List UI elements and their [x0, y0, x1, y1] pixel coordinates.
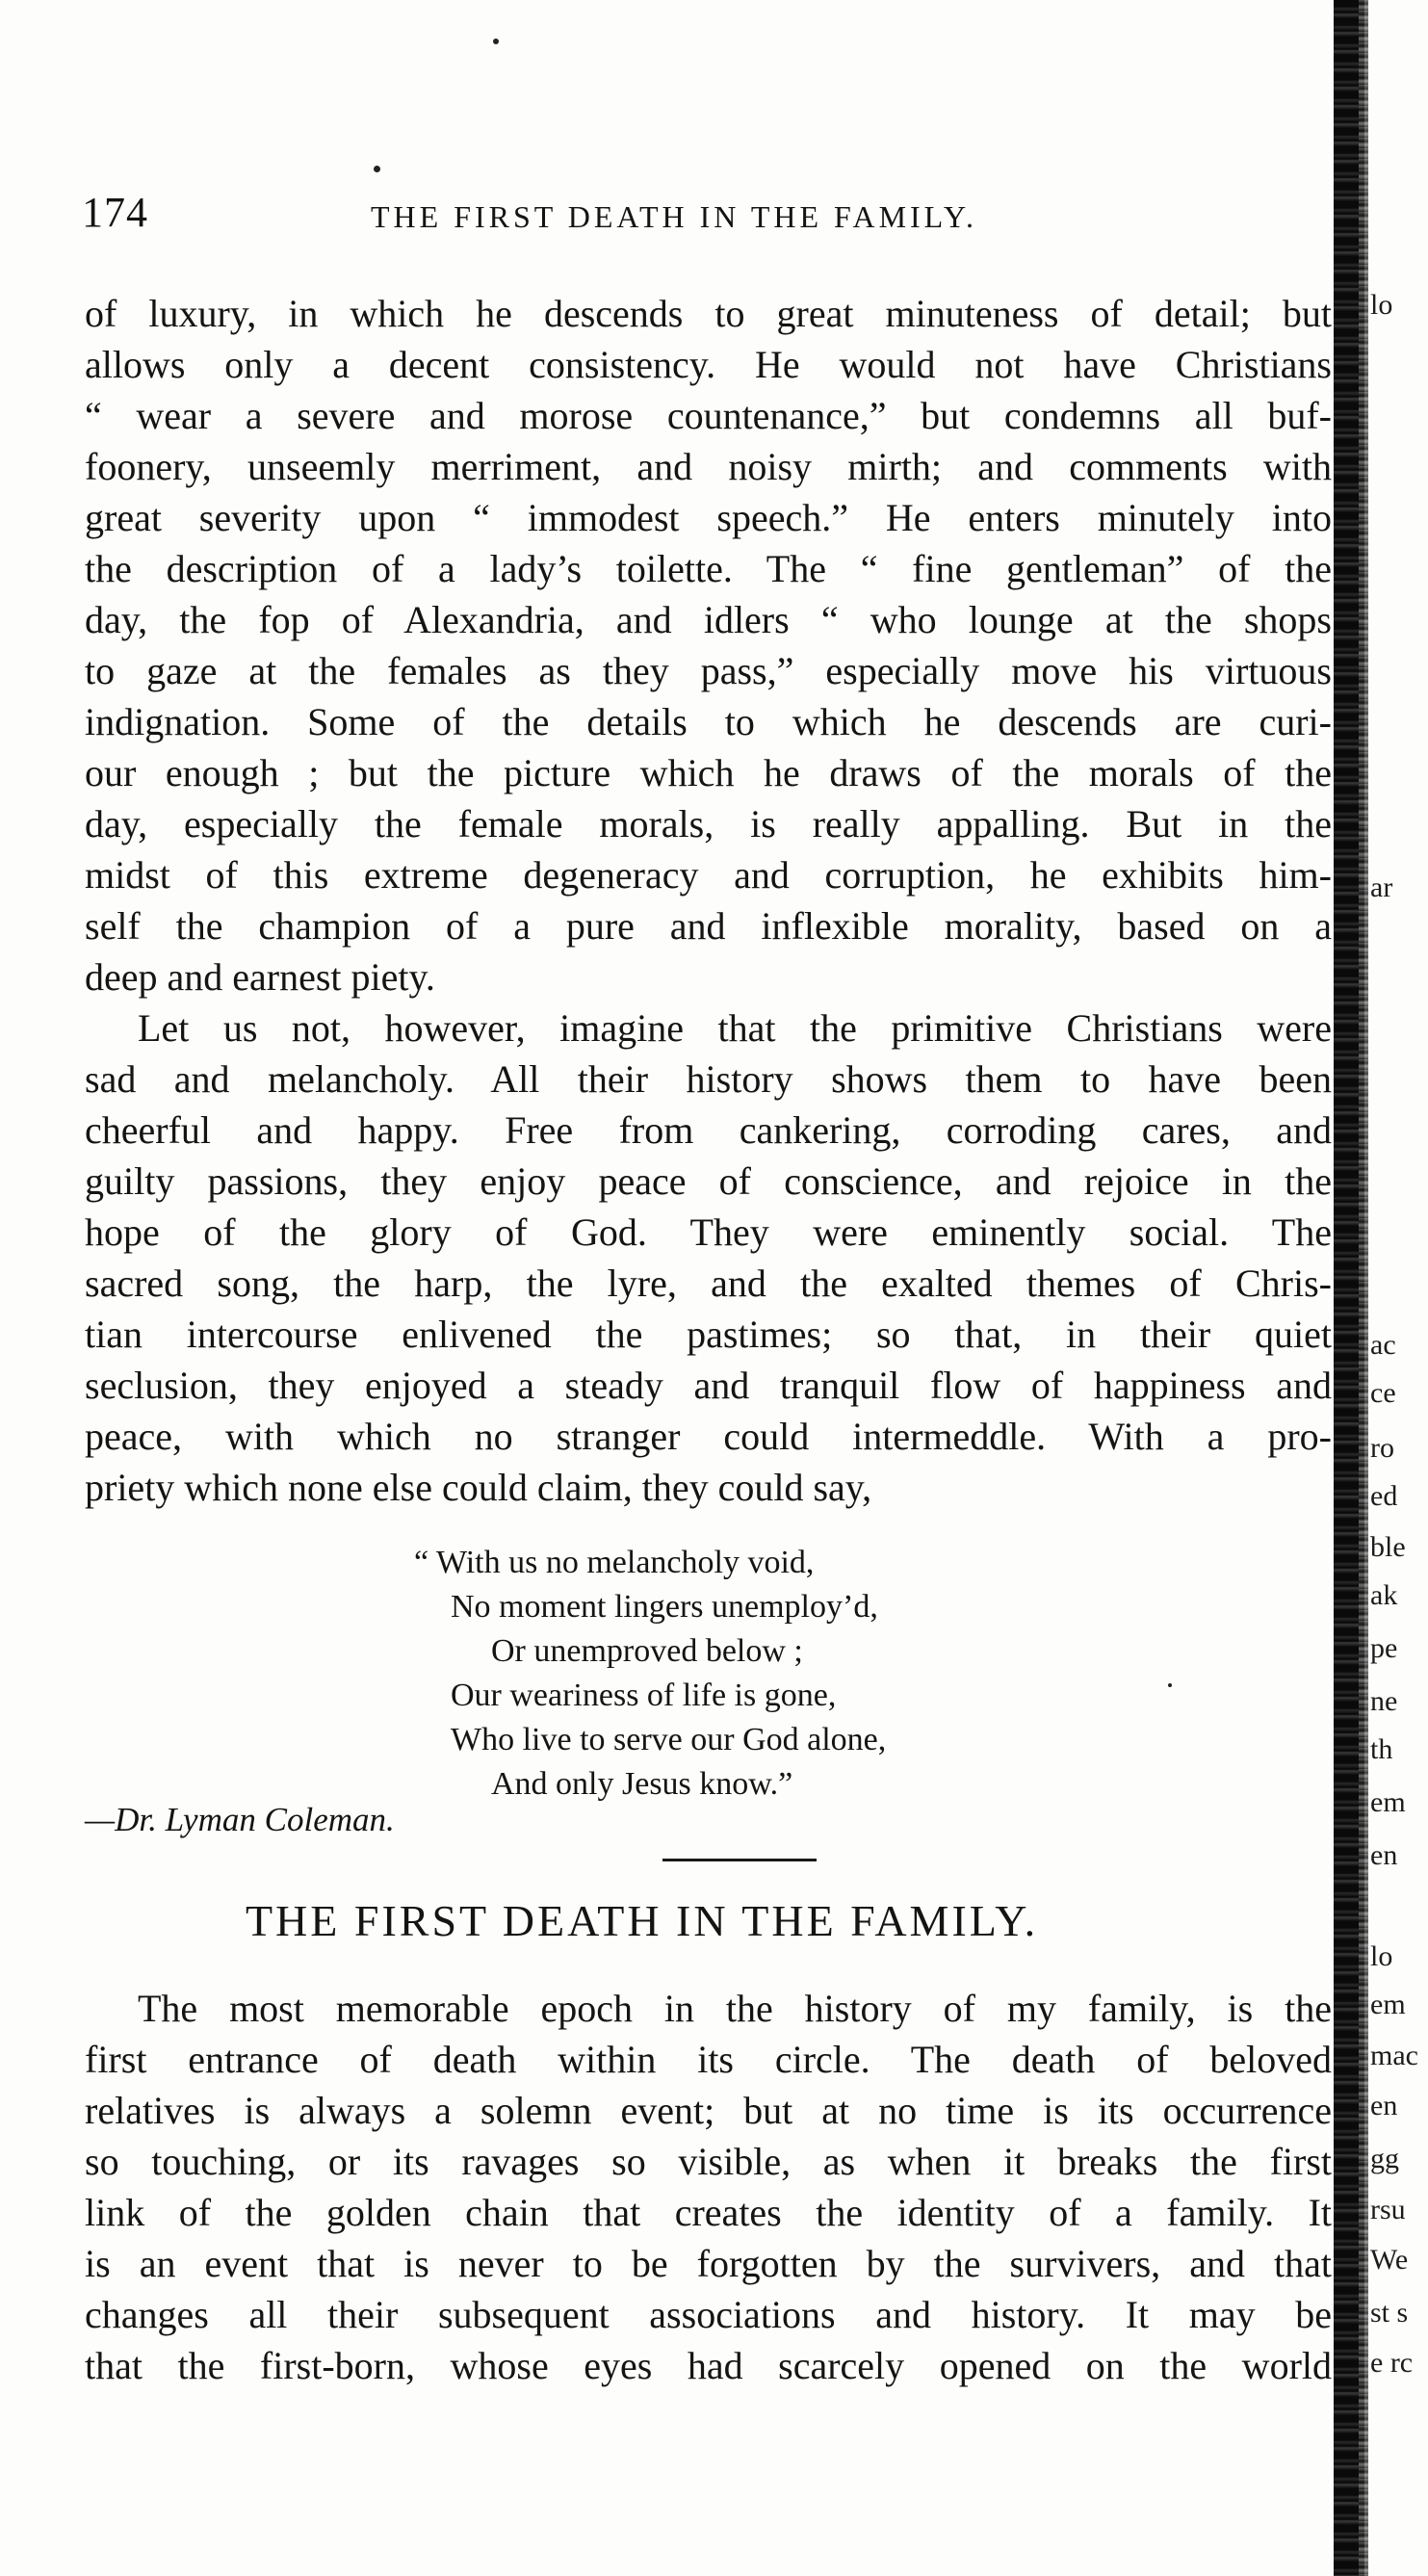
text-line: first entrance of death within its circle. The death of beloved	[85, 2038, 1332, 2081]
bleed-fragment: ak	[1370, 1579, 1398, 1611]
bleed-fragment: ro	[1370, 1432, 1394, 1464]
text-line: midst of this extreme degeneracy and corruption, he exhibits him-	[85, 853, 1332, 897]
bleed-fragment: ar	[1370, 872, 1393, 903]
text-line: so touching, or its ravages so visible, as when it breaks the first	[85, 2140, 1332, 2183]
poem-line: Our weariness of life is gone,	[451, 1678, 837, 1713]
section-body-text	[85, 1984, 1332, 2407]
text-line: the description of a lady’s toilette. The “ fine gentleman” of the	[85, 547, 1332, 590]
text-line: deep and earnest piety.	[85, 955, 435, 999]
poem-line: Who live to serve our God alone,	[451, 1722, 887, 1757]
poem-line: And only Jesus know.”	[491, 1766, 793, 1802]
facing-page-bleed	[1370, 0, 1428, 2576]
text-line: day, the fop of Alexandria, and idlers “ who lounge at the shops	[85, 598, 1332, 641]
text-line: that the first-born, whose eyes had scarcely opened on the world	[85, 2344, 1332, 2387]
poem-line: No moment lingers unemploy’d,	[451, 1589, 878, 1625]
text-line: of luxury, in which he descends to great minuteness of detail; but	[85, 292, 1332, 335]
text-line: tian intercourse enlivened the pastimes; so that, in their quiet	[85, 1313, 1332, 1356]
text-line: hope of the glory of God. They were eminently social. The	[85, 1210, 1332, 1254]
bleed-fragment: ne	[1370, 1685, 1398, 1717]
text-line: “ wear a severe and morose countenance,” but condemns all buf-	[85, 394, 1332, 437]
body-text	[85, 289, 1332, 1531]
bleed-fragment: ble	[1370, 1531, 1406, 1563]
bleed-fragment: en	[1370, 2090, 1398, 2121]
page-header	[82, 188, 1310, 246]
bleed-fragment: ed	[1370, 1480, 1398, 1512]
text-line: is an event that is never to be forgotten by the survivers, and that	[85, 2242, 1332, 2285]
poem-line: “ With us no melancholy void,	[414, 1545, 815, 1580]
text-line: relatives is always a solemn event; but at no time is its occurrence	[85, 2089, 1332, 2132]
bleed-fragment: th	[1370, 1733, 1393, 1765]
text-line: changes all their subsequent associations and history. It may be	[85, 2293, 1332, 2336]
text-line: day, especially the female morals, is really appalling. But in the	[85, 802, 1332, 846]
page-number: 174	[82, 189, 148, 236]
book-binding-edge	[1334, 0, 1428, 2576]
text-line: our enough ; but the picture which he draws of the morals of the	[85, 751, 1332, 794]
bleed-fragment: pe	[1370, 1632, 1398, 1664]
text-line: The most memorable epoch in the history of my family, is the	[138, 1987, 1332, 2030]
bleed-fragment: en	[1370, 1839, 1398, 1871]
bleed-fragment: em	[1370, 1989, 1406, 2020]
text-line: priety which none else could claim, they could say,	[85, 1466, 872, 1509]
text-line: allows only a decent consistency. He would not have Christians	[85, 343, 1332, 386]
text-line: guilty passions, they enjoy peace of conscience, and rejoice in the	[85, 1159, 1332, 1203]
text-line: seclusion, they enjoyed a steady and tranquil flow of happiness and	[85, 1364, 1332, 1407]
bleed-fragment: lo	[1370, 1940, 1393, 1972]
text-line: link of the golden chain that creates the identity of a family. It	[85, 2191, 1332, 2234]
text-line: peace, with which no stranger could intermeddle. With a pro-	[85, 1415, 1332, 1458]
gutter-shadow	[1334, 0, 1364, 2576]
bleed-fragment: em	[1370, 1786, 1406, 1818]
running-head: THE FIRST DEATH IN THE FAMILY.	[371, 199, 977, 234]
section-title: THE FIRST DEATH IN THE FAMILY.	[245, 1896, 1039, 1945]
bleed-fragment: gg	[1370, 2143, 1399, 2174]
quote-attribution: —Dr. Lyman Coleman.	[85, 1801, 395, 1838]
bleed-fragment: mac	[1370, 2040, 1418, 2071]
text-line: to gaze at the females as they pass,” especially move his virtuous	[85, 649, 1332, 692]
text-line: great severity upon “ immodest speech.” He enters minutely into	[85, 496, 1332, 539]
bleed-fragment: ac	[1370, 1329, 1396, 1361]
poem-line: Or unemproved below ;	[491, 1633, 803, 1669]
bleed-fragment: ce	[1370, 1377, 1396, 1409]
text-line: sacred song, the harp, the lyre, and the exalted themes of Chris-	[85, 1262, 1332, 1305]
text-line: indignation. Some of the details to which he descends are curi-	[85, 700, 1332, 743]
bleed-fragment: We	[1370, 2244, 1409, 2276]
text-line: foonery, unseemly merriment, and noisy mirth; and comments with	[85, 445, 1332, 488]
bleed-fragment: rsu	[1370, 2194, 1406, 2225]
bleed-fragment: st s	[1370, 2297, 1409, 2329]
text-line: sad and melancholy. All their history shows them to have been	[85, 1057, 1332, 1101]
text-line: self the champion of a pure and inflexible morality, based on a	[85, 904, 1332, 948]
text-line: Let us not, however, imagine that the primitive Christians were	[138, 1006, 1332, 1050]
text-line: cheerful and happy. Free from cankering, corroding cares, and	[85, 1108, 1332, 1152]
section-divider	[662, 1859, 817, 1861]
bleed-fragment: lo	[1370, 289, 1393, 321]
bleed-fragment: e rc	[1370, 2347, 1414, 2379]
